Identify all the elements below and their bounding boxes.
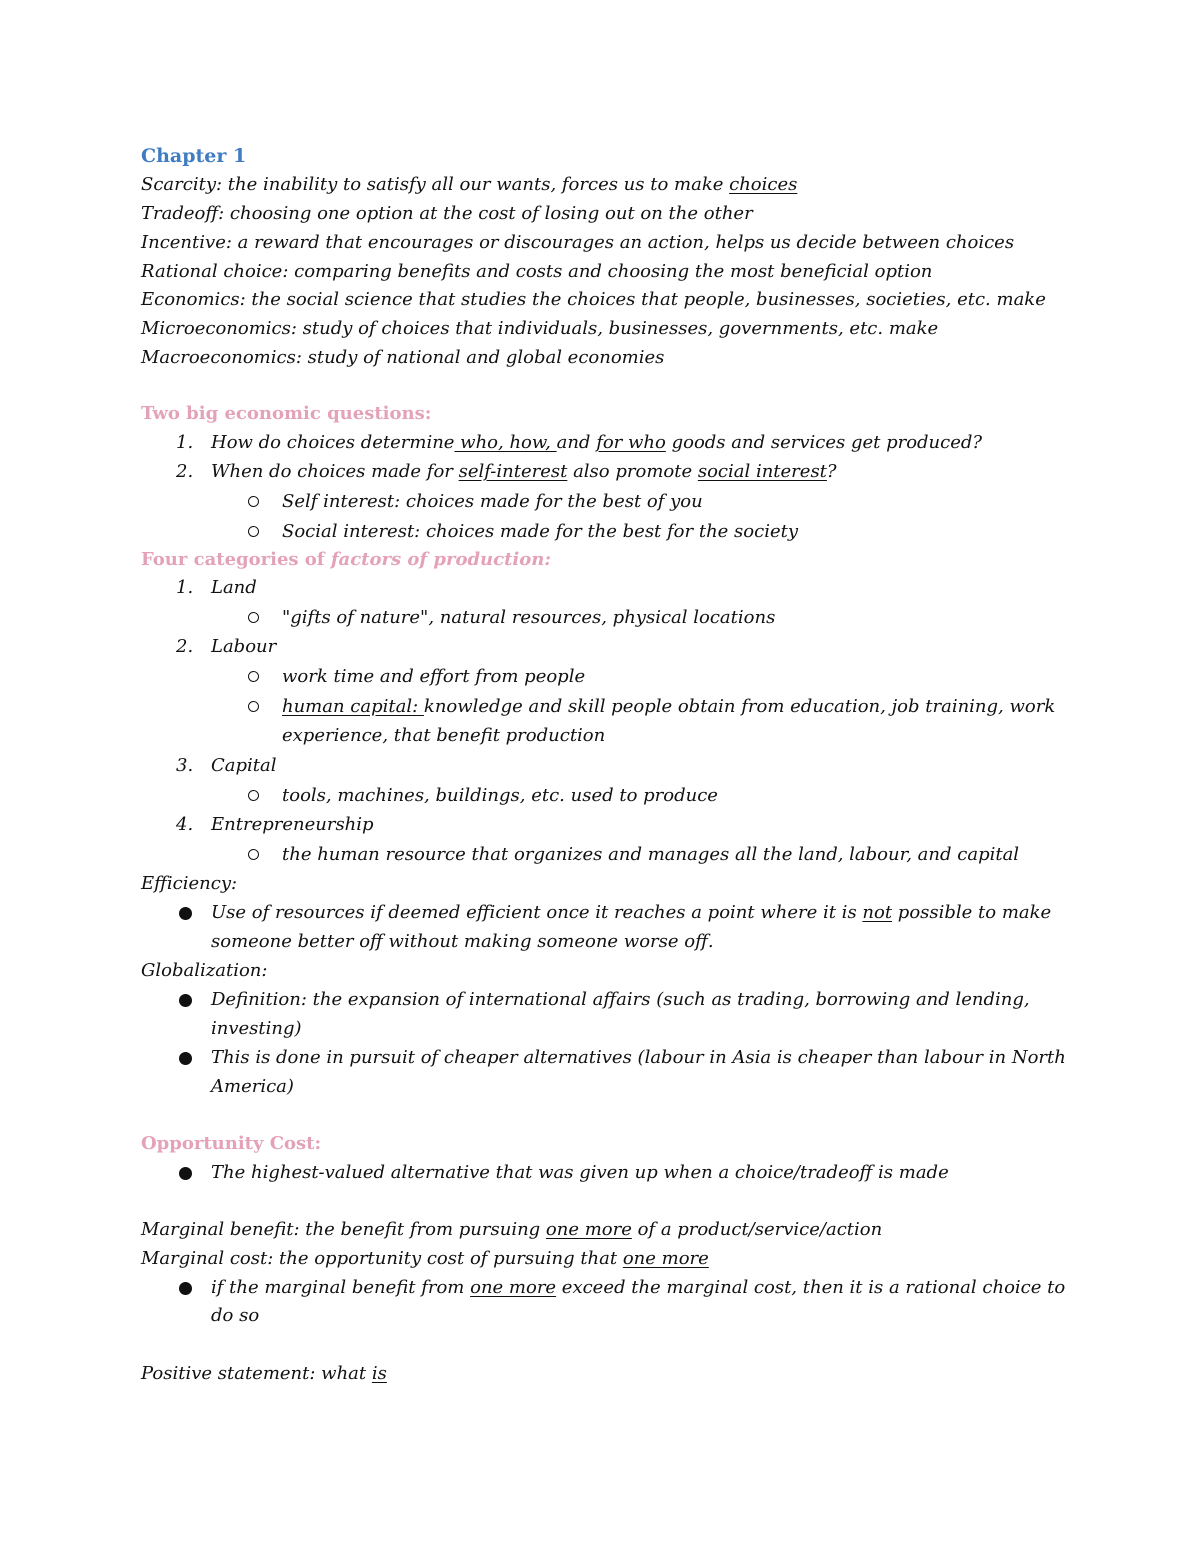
list-number: 1. — [176, 577, 194, 598]
hollow-bullet-icon — [248, 790, 259, 801]
filled-bullet-icon — [179, 1282, 192, 1295]
definition-microeconomics: Microeconomics: study of choices that individuals, businesses, governments, etc. make — [141, 318, 939, 339]
hollow-bullet-icon — [248, 496, 259, 507]
filled-bullet-icon — [179, 994, 192, 1007]
sub-item-social-interest: Social interest: choices made for the best for the society — [282, 521, 799, 542]
question-1: How do choices determine who, how, and for who goods and services get produced? — [211, 432, 983, 453]
hollow-bullet-icon — [248, 612, 259, 623]
hollow-bullet-icon — [248, 526, 259, 537]
filled-bullet-icon — [179, 907, 192, 920]
two-questions-heading: Two big economic questions: — [141, 403, 432, 424]
positive-statement: Positive statement: what is — [141, 1363, 387, 1384]
globalization-heading: Globalization: — [141, 960, 268, 981]
filled-bullet-icon — [179, 1167, 192, 1180]
list-number: 1. — [176, 432, 194, 453]
factor-entrepreneurship-detail: the human resource that organizes and manages all the land, labour, and capital — [282, 844, 1020, 865]
globalization-bullet-1: Definition: the expansion of international affairs (such as trading, borrowing and lending, — [211, 989, 1030, 1010]
factor-labour-detail-1: work time and effort from people — [282, 666, 586, 687]
list-number: 2. — [176, 636, 194, 657]
marginal-bullet: if the marginal benefit from one more exceed the marginal cost, then it is a rational choice to — [211, 1277, 1066, 1298]
efficiency-bullet: Use of resources if deemed efficient once it reaches a point where it is not possible to make — [211, 902, 1052, 923]
chapter-title: Chapter 1 — [141, 145, 247, 167]
question-2: When do choices made for self-interest also promote social interest? — [211, 461, 837, 482]
factor-land: Land — [211, 577, 257, 598]
efficiency-heading: Efficiency: — [141, 873, 238, 894]
factors-heading: Four categories of factors of production: — [141, 549, 551, 570]
factor-entrepreneurship: Entrepreneurship — [211, 814, 374, 835]
filled-bullet-icon — [179, 1052, 192, 1065]
efficiency-bullet-cont: someone better off without making someone worse off. — [211, 931, 714, 952]
factor-capital-detail: tools, machines, buildings, etc. used to produce — [282, 785, 718, 806]
marginal-benefit: Marginal benefit: the benefit from pursuing one more of a product/service/action — [141, 1219, 883, 1240]
factor-capital: Capital — [211, 755, 277, 776]
definition-scarcity: Scarcity: the inability to satisfy all our wants, forces us to make choices — [141, 174, 798, 195]
list-number: 4. — [176, 814, 194, 835]
opportunity-cost-bullet: The highest-valued alternative that was given up when a choice/tradeoff is made — [211, 1162, 949, 1183]
hollow-bullet-icon — [248, 671, 259, 682]
list-number: 3. — [176, 755, 194, 776]
factor-labour-detail-2: human capital: knowledge and skill people obtain from education, job training, work — [282, 696, 1056, 717]
hollow-bullet-icon — [248, 701, 259, 712]
definition-incentive: Incentive: a reward that encourages or discourages an action, helps us decide between choices — [141, 232, 1015, 253]
globalization-bullet-1-cont: investing) — [211, 1018, 302, 1039]
factor-land-detail: "gifts of nature", natural resources, physical locations — [282, 607, 776, 628]
marginal-bullet-cont: do so — [211, 1305, 260, 1326]
factor-labour: Labour — [211, 636, 277, 657]
definition-macroeconomics: Macroeconomics: study of national and global economies — [141, 347, 665, 368]
sub-item-self-interest: Self interest: choices made for the best of you — [282, 491, 703, 512]
list-number: 2. — [176, 461, 194, 482]
definition-tradeoff: Tradeoff: choosing one option at the cost of losing out on the other — [141, 203, 753, 224]
definition-economics: Economics: the social science that studies the choices that people, businesses, societies, etc. make — [141, 289, 1046, 310]
globalization-bullet-2-cont: America) — [211, 1076, 294, 1097]
opportunity-cost-heading: Opportunity Cost: — [141, 1133, 322, 1154]
globalization-bullet-2: This is done in pursuit of cheaper alternatives (labour in Asia is cheaper than labour in North — [211, 1047, 1066, 1068]
hollow-bullet-icon — [248, 849, 259, 860]
factor-labour-detail-2-cont: experience, that benefit production — [282, 725, 606, 746]
marginal-cost: Marginal cost: the opportunity cost of pursuing that one more — [141, 1248, 709, 1269]
definition-rational-choice: Rational choice: comparing benefits and costs and choosing the most beneficial option — [141, 261, 933, 282]
